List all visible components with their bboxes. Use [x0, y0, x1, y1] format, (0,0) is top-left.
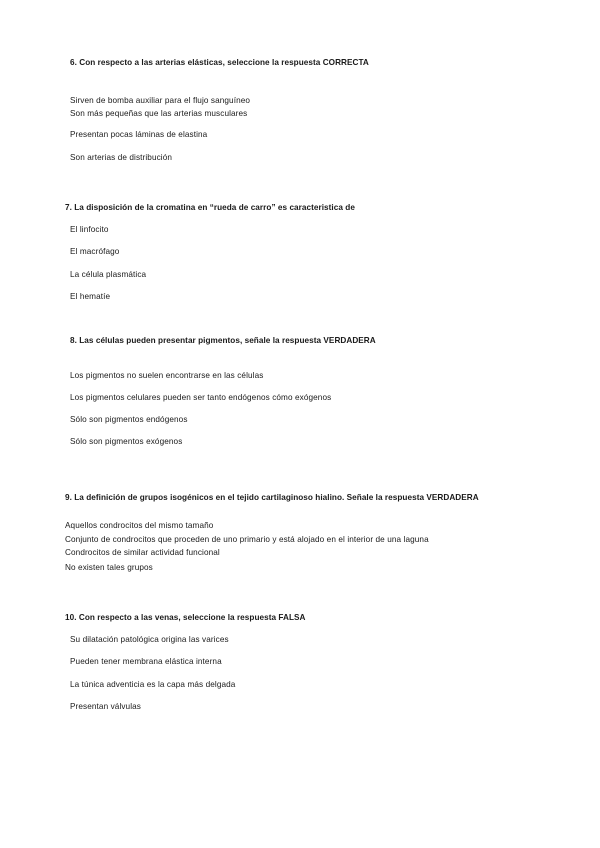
question-6-option-d: Son arterias de distribución	[70, 153, 173, 162]
question-6-option-b: Son más pequeñas que las arterias musculares	[70, 109, 248, 118]
question-8-option-b: Los pigmentos celulares pueden ser tanto endógenos cómo exógenos	[70, 393, 332, 402]
question-7-option-d: El hematíe	[70, 292, 111, 301]
question-7-option-b: El macrófago	[70, 247, 120, 256]
question-8-option-a: Los pigmentos no suelen encontrarse en las células	[70, 371, 264, 380]
question-9-title: 9. La definición de grupos isogénicos en el tejido cartilaginoso hialino. Señale la respuesta VERDADERA	[65, 493, 479, 502]
question-9-option-b: Conjunto de condrocitos que proceden de uno primario y está alojado en el interior de una laguna	[65, 535, 429, 544]
question-8-option-c: Sólo son pigmentos endógenos	[70, 415, 188, 424]
question-6-title: 6. Con respecto a las arterias elásticas, seleccione la respuesta CORRECTA	[70, 58, 369, 67]
question-9-option-a: Aquellos condrocitos del mismo tamaño	[65, 521, 214, 530]
question-8-option-d: Sólo son pigmentos exógenos	[70, 437, 183, 446]
question-9-option-c: Condrocitos de similar actividad funcional	[65, 548, 220, 557]
question-10-option-a: Su dilatación patológica origina las varices	[70, 635, 229, 644]
question-6-option-a: Sirven de bomba auxiliar para el flujo sanguíneo	[70, 96, 251, 105]
question-10-option-c: La túnica adventicia es la capa más delgada	[70, 680, 236, 689]
question-10-title: 10. Con respecto a las venas, seleccione la respuesta FALSA	[65, 613, 306, 622]
question-8-title: 8. Las células pueden presentar pigmentos, señale la respuesta VERDADERA	[70, 336, 376, 345]
question-10-option-d: Presentan válvulas	[70, 702, 141, 711]
question-9-option-d: No existen tales grupos	[65, 563, 153, 572]
question-7-option-c: La célula plasmática	[70, 270, 147, 279]
question-7-title: 7. La disposición de la cromatina en “rueda de carro” es caracteristica de	[65, 203, 355, 212]
question-6-option-c: Presentan pocas láminas de elastina	[70, 130, 208, 139]
question-10-option-b: Pueden tener membrana elástica interna	[70, 657, 222, 666]
question-7-option-a: El linfocito	[70, 225, 109, 234]
